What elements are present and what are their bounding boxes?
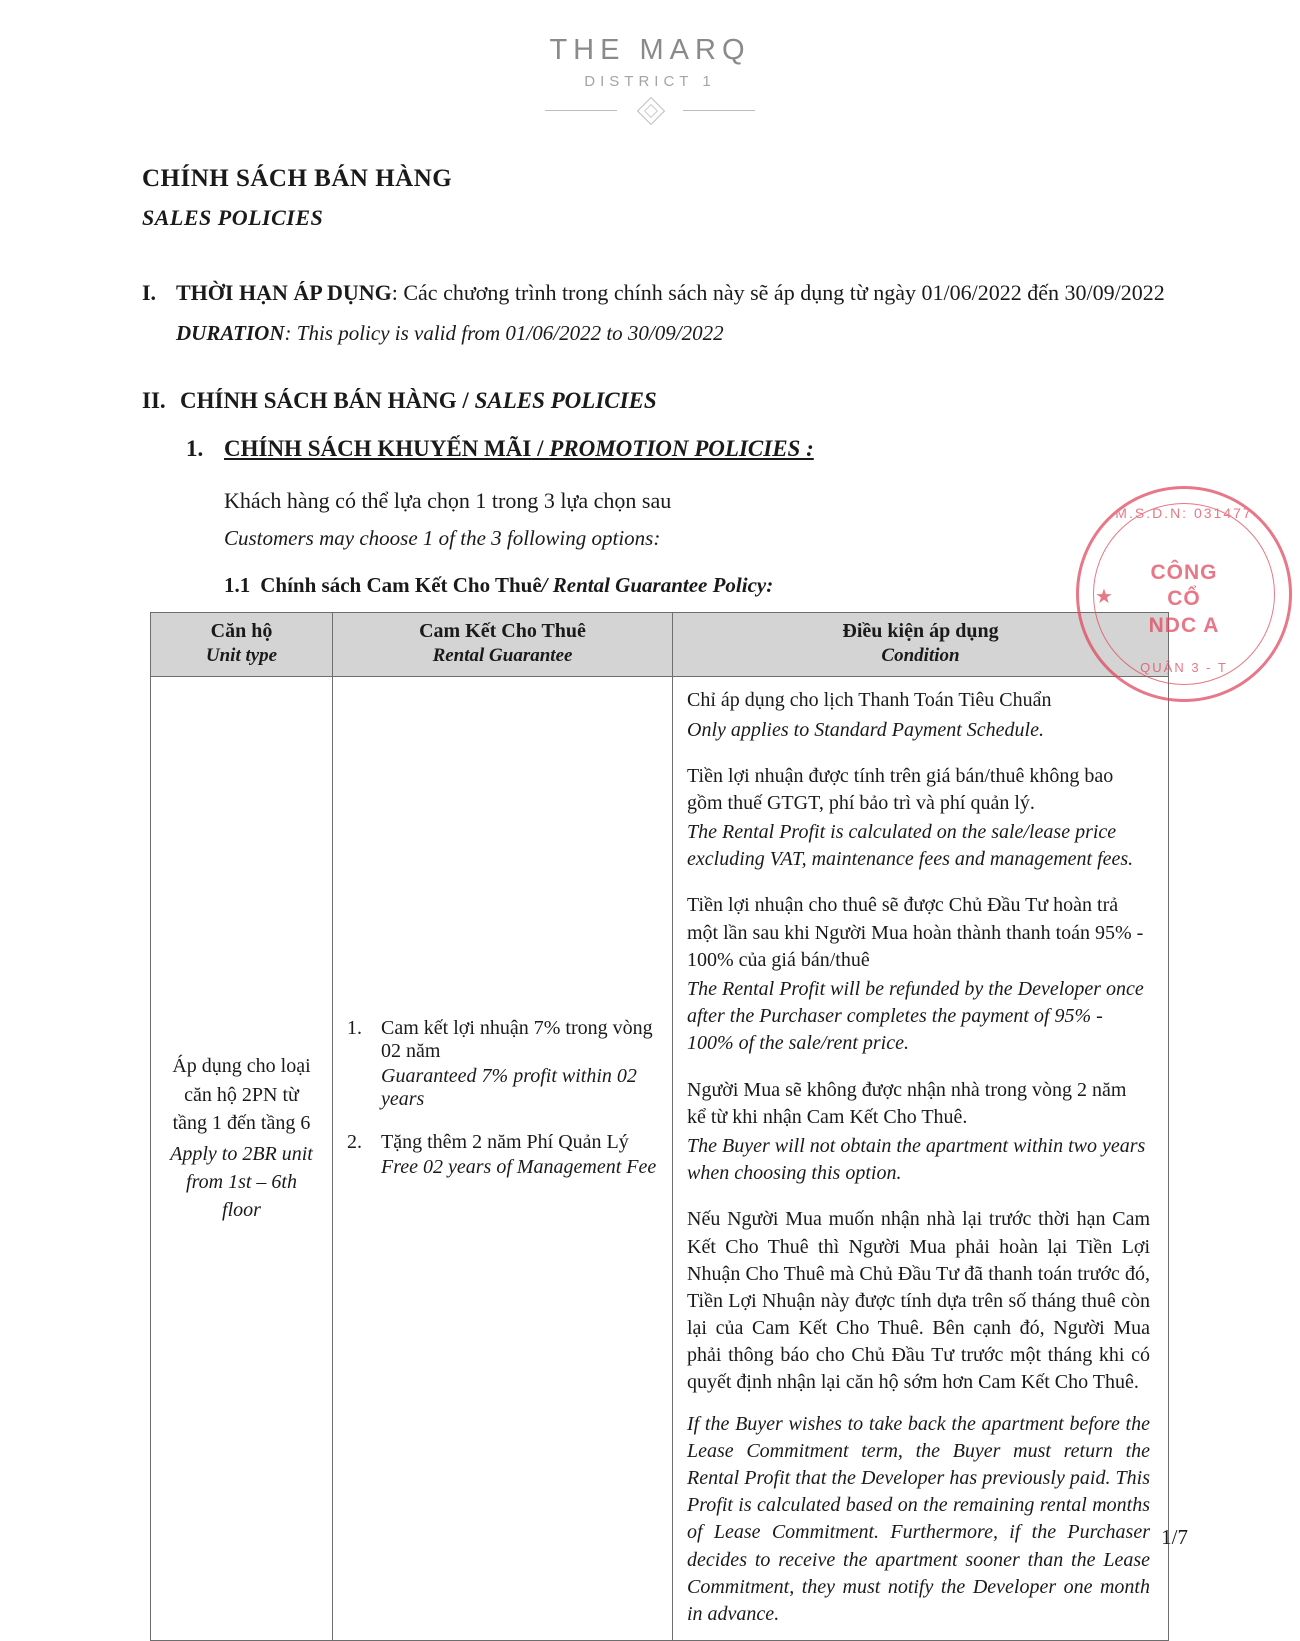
guarantee-item-vn: Tặng thêm 2 năm Phí Quản Lý bbox=[381, 1131, 629, 1154]
cell-conditions bbox=[673, 677, 1169, 1641]
condition-vn: Nếu Người Mua muốn nhận nhà lại trước thời hạn Cam Kết Cho Thuê thì Người Mua phải hoàn lại Tiền Lợi Nhuận Cho Thuê mà Chủ Đầu Tư đã thanh toán trước đó, Tiền Lợi Nhuận này được tính dựa trên số tháng thuê còn lại của Cam Kết Cho Thuê. Bên cạnh đó, Người Mua phải thông báo cho Chủ Đầu Tư trước một tháng khi có quyết định nhận lại căn hộ sớm hơn Cam Kết Cho Thuê. bbox=[687, 1208, 1150, 1394]
condition-block bbox=[687, 1077, 1150, 1188]
cell-unit-type-en: Apply to 2BR unit from 1st – 6th floor bbox=[170, 1142, 313, 1222]
promotion-intro-vn: Khách hàng có thể lựa chọn 1 trong 3 lựa chọn sau bbox=[224, 488, 672, 514]
section-duration-label-en: DURATION bbox=[176, 320, 285, 345]
subsection-promotion-heading-en: PROMOTION POLICIES : bbox=[549, 436, 814, 462]
table-header-condition-vn: Điều kiện áp dụng bbox=[842, 620, 999, 643]
guarantee-item bbox=[347, 1017, 662, 1111]
subsection-rental-guarantee-title-vn: Chính sách Cam Kết Cho Thuê bbox=[260, 573, 542, 598]
section-duration-line-vn bbox=[176, 277, 1170, 309]
guarantee-item-vn: Cam kết lợi nhuận 7% trong vòng 02 năm bbox=[381, 1017, 653, 1063]
condition-block bbox=[687, 892, 1150, 1057]
cell-unit-type bbox=[151, 677, 333, 1641]
condition-block bbox=[687, 763, 1150, 874]
subsection-rental-guarantee-title-en: / Rental Guarantee Policy: bbox=[541, 573, 774, 598]
condition-vn: Chỉ áp dụng cho lịch Thanh Toán Tiêu Chuẩn bbox=[687, 689, 1052, 712]
condition-en: If the Buyer wishes to take back the apartment before the Lease Commitment term, the Buyer must return the Rental Profit that the Developer has previously paid. This Profit is calculated based on the remaining rental months of Lease Commitment. Furthermore, if the Purchaser decides to receive the apartment sooner than the Lease Commitment, they must notify the Developer one month in advance. bbox=[687, 1412, 1150, 1625]
condition-en: The Rental Profit is calculated on the sale/lease price excluding VAT, maintenance fees and management fees. bbox=[687, 821, 1134, 871]
promotion-intro-en: Customers may choose 1 of the 3 following options: bbox=[224, 526, 661, 551]
section-duration-line-en bbox=[176, 318, 1170, 348]
page-number: 1/7 bbox=[1161, 1525, 1188, 1549]
condition-block bbox=[687, 1206, 1150, 1628]
section-policies-heading-en: SALES POLICIES bbox=[474, 388, 657, 414]
table-header-guarantee-en: Rental Guarantee bbox=[432, 645, 573, 667]
table-header-unit bbox=[151, 613, 333, 677]
brand-logo bbox=[0, 0, 1300, 123]
table-header-guarantee-vn: Cam Kết Cho Thuê bbox=[419, 620, 586, 643]
section-duration bbox=[142, 277, 1170, 348]
subsection-promotion-number: 1. bbox=[186, 436, 204, 462]
document-content bbox=[0, 165, 1300, 1641]
condition-en: Only applies to Standard Payment Schedule. bbox=[687, 718, 1044, 741]
table-header-guarantee bbox=[333, 613, 673, 677]
logo-subtitle: DISTRICT 1 bbox=[584, 73, 716, 90]
table-header-unit-vn: Căn hộ bbox=[210, 620, 273, 643]
section-policies-heading-vn: CHÍNH SÁCH BÁN HÀNG bbox=[180, 388, 457, 414]
section-duration-number: I. bbox=[142, 280, 157, 305]
table-header-condition-en: Condition bbox=[881, 645, 960, 667]
table-row bbox=[151, 677, 1169, 1641]
logo-title: THE MARQ bbox=[549, 34, 751, 66]
section-duration-text-en: : This policy is valid from 01/06/2022 to 30/09/2022 bbox=[284, 320, 724, 345]
condition-vn: Tiền lợi nhuận cho thuê sẽ được Chủ Đầu Tư hoàn trả một lần sau khi Người Mua hoàn thành thanh toán 95% - 100% của giá bán/thuê bbox=[687, 894, 1144, 971]
rental-guarantee-table bbox=[150, 612, 1169, 1641]
section-policies-heading bbox=[142, 388, 1170, 414]
stamp-line-2: CỔ bbox=[1167, 587, 1201, 611]
stamp-line-1: CÔNG bbox=[1150, 561, 1218, 584]
condition-vn: Tiền lợi nhuận được tính trên giá bán/thuê không bao gồm thuế GTGT, phí bảo trì và phí quản lý. bbox=[687, 764, 1114, 814]
star-icon: ★ bbox=[1095, 586, 1113, 608]
condition-en: The Buyer will not obtain the apartment within two years when choosing this option. bbox=[687, 1134, 1146, 1185]
section-duration-heading-vn: THỜI HẠN ÁP DỤNG bbox=[176, 280, 392, 305]
section-policies-separator: / bbox=[456, 388, 475, 414]
subsection-promotion-heading-vn: CHÍNH SÁCH KHUYẾN MÃI bbox=[224, 436, 532, 462]
page-title: CHÍNH SÁCH BÁN HÀNG bbox=[142, 165, 453, 192]
stamp-arc-bottom: QUẬN 3 - T bbox=[1140, 660, 1228, 675]
subsection-rental-guarantee-heading bbox=[142, 573, 1170, 598]
section-policies-number: II. bbox=[142, 388, 166, 414]
condition-block bbox=[687, 687, 1150, 743]
condition-vn: Người Mua sẽ không được nhận nhà trong vòng 2 năm kể từ khi nhận Cam Kết Cho Thuê. bbox=[687, 1078, 1127, 1128]
table-header-row bbox=[151, 613, 1169, 677]
cell-unit-type-vn: Áp dụng cho loại căn hộ 2PN từ tầng 1 đến tầng 6 bbox=[172, 1055, 311, 1135]
page-title-en: SALES POLICIES bbox=[142, 205, 324, 230]
company-seal-stamp bbox=[1076, 486, 1292, 702]
stamp-line-3: NDC A bbox=[1148, 613, 1220, 637]
table-header-unit-en: Unit type bbox=[205, 645, 278, 667]
guarantee-item-en: Free 02 years of Management Fee bbox=[381, 1156, 657, 1179]
guarantee-item-number: 1. bbox=[347, 1017, 362, 1040]
subsection-rental-guarantee-number: 1.1 bbox=[224, 573, 251, 598]
guarantee-item bbox=[347, 1131, 662, 1179]
guarantee-item-number: 2. bbox=[347, 1131, 362, 1154]
subsection-promotion-heading bbox=[142, 436, 1170, 462]
guarantee-item-en: Guaranteed 7% profit within 02 years bbox=[381, 1065, 637, 1111]
logo-ornament-icon bbox=[545, 99, 755, 123]
cell-rental-guarantee bbox=[333, 677, 673, 1641]
subsection-promotion-separator: / bbox=[531, 436, 550, 462]
condition-en: The Rental Profit will be refunded by the Developer once after the Purchaser completes the payment of 95% - 100% of the sale/rent price. bbox=[687, 978, 1144, 1055]
section-duration-text-vn: : Các chương trình trong chính sách này sẽ áp dụng từ ngày 01/06/2022 đến 30/09/2022 bbox=[391, 280, 1165, 305]
stamp-arc-top: M.S.D.N: 031477 bbox=[1115, 505, 1253, 521]
